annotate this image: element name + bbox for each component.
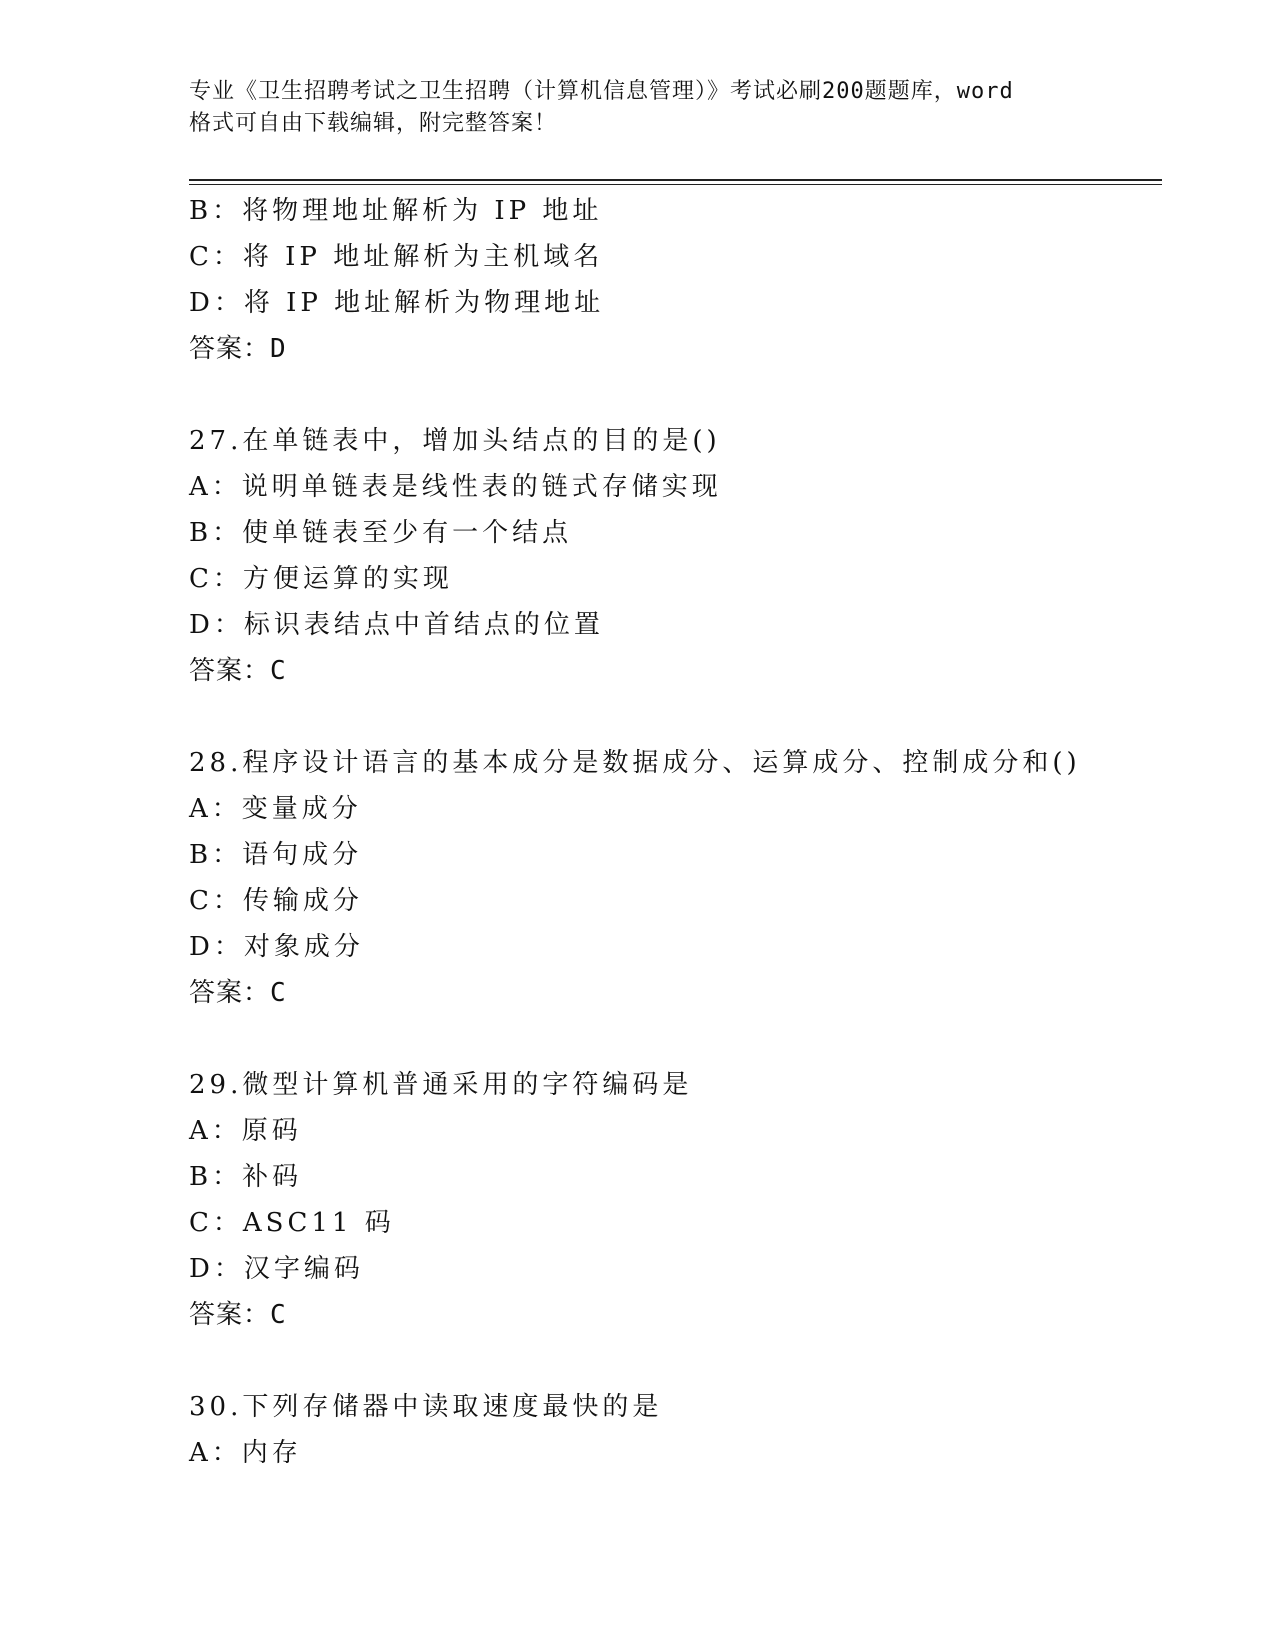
option-c: C：传输成分 xyxy=(189,886,363,916)
question-stem: 30.下列存储器中读取速度最快的是 xyxy=(189,1392,663,1422)
option-a: A：原码 xyxy=(189,1116,302,1146)
header-rule-thick xyxy=(189,179,1162,181)
option-d: D：标识表结点中首结点的位置 xyxy=(189,610,604,640)
option-b: B：语句成分 xyxy=(189,840,363,870)
question-30 xyxy=(189,1384,1149,1476)
question-29 xyxy=(189,1062,1149,1338)
answer-line: 答案：C xyxy=(189,978,287,1008)
option-c: C：将 IP 地址解析为主机域名 xyxy=(189,242,604,272)
option-d: D：汉字编码 xyxy=(189,1254,364,1284)
option-a: A：内存 xyxy=(189,1438,302,1468)
spacer xyxy=(189,694,1149,740)
document-header xyxy=(189,76,1089,140)
option-c: C：ASC11 码 xyxy=(189,1208,395,1238)
answer-line: 答案：C xyxy=(189,656,287,686)
header-line-2: 格式可自由下载编辑，附完整答案！ xyxy=(189,111,558,136)
spacer xyxy=(189,372,1149,418)
spacer xyxy=(189,1338,1149,1384)
question-27 xyxy=(189,418,1149,694)
header-line-1: 专业《卫生招聘考试之卫生招聘（计算机信息管理）》考试必刷200题题库，word xyxy=(189,79,1014,104)
question-list xyxy=(189,188,1149,1476)
spacer xyxy=(189,1016,1149,1062)
question-stem: 29.微型计算机普通采用的字符编码是 xyxy=(189,1070,693,1100)
option-d: D：将 IP 地址解析为物理地址 xyxy=(189,288,605,318)
option-c: C：方便运算的实现 xyxy=(189,564,453,594)
option-a: A：说明单链表是线性表的链式存储实现 xyxy=(189,472,722,502)
header-rule-thin xyxy=(189,184,1162,185)
option-b: B：使单链表至少有一个结点 xyxy=(189,518,573,548)
question-28 xyxy=(189,740,1149,1016)
option-d: D：对象成分 xyxy=(189,932,364,962)
option-a: A：变量成分 xyxy=(189,794,362,824)
option-b: B：将物理地址解析为 IP 地址 xyxy=(189,196,603,226)
answer-line: 答案：C xyxy=(189,1300,287,1330)
answer-line: 答案：D xyxy=(189,334,287,364)
question-26-continuation xyxy=(189,188,1149,372)
question-stem: 27.在单链表中，增加头结点的目的是() xyxy=(189,426,721,456)
option-b: B：补码 xyxy=(189,1162,303,1192)
question-stem: 28.程序设计语言的基本成分是数据成分、运算成分、控制成分和() xyxy=(189,748,1081,778)
